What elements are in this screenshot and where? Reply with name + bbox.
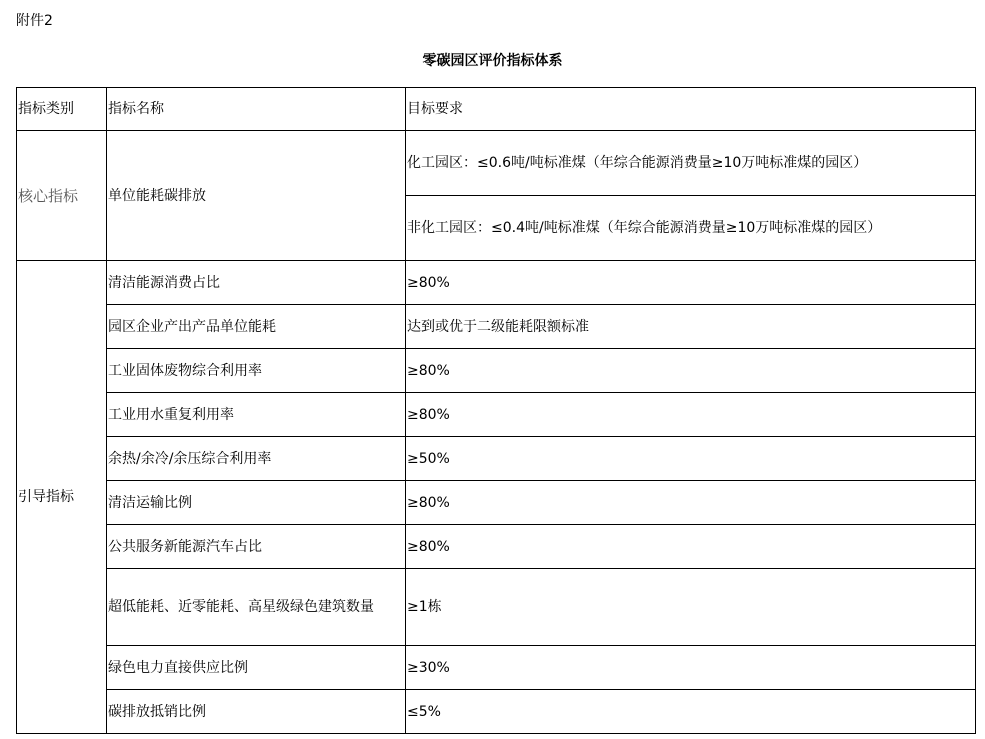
- table-row: [17, 131, 976, 196]
- indicator-target: ≥1栋: [406, 569, 976, 646]
- core-target-nonchemical: 非化工园区：≤0.4吨/吨标准煤（年综合能源消费量≥10万吨标准煤的园区）: [406, 196, 976, 261]
- indicator-table: [16, 87, 976, 734]
- indicator-target: ≥80%: [406, 525, 976, 569]
- indicator-name: 清洁运输比例: [107, 481, 406, 525]
- attachment-label: 附件2: [16, 13, 53, 29]
- core-name: 单位能耗碳排放: [107, 131, 406, 261]
- indicator-name: 公共服务新能源汽车占比: [107, 525, 406, 569]
- indicator-name: 超低能耗、近零能耗、高星级绿色建筑数量: [107, 569, 406, 646]
- guide-category: 引导指标: [17, 261, 107, 734]
- indicator-target: ≥80%: [406, 349, 976, 393]
- document-title: 零碳园区评价指标体系: [422, 53, 563, 69]
- table-row: [17, 349, 976, 393]
- indicator-name: 园区企业产出产品单位能耗: [107, 305, 406, 349]
- table-row: [17, 393, 976, 437]
- table-row: [17, 569, 976, 646]
- table-row: [17, 525, 976, 569]
- indicator-target: 达到或优于二级能耗限额标准: [406, 305, 976, 349]
- table-row: [17, 305, 976, 349]
- indicator-name: 绿色电力直接供应比例: [107, 646, 406, 690]
- indicator-name: 清洁能源消费占比: [107, 261, 406, 305]
- core-category: 核心指标: [17, 131, 107, 261]
- header-name: 指标名称: [107, 88, 406, 131]
- indicator-target: ≥30%: [406, 646, 976, 690]
- table-header-row: [17, 88, 976, 131]
- indicator-target: ≥50%: [406, 437, 976, 481]
- table-row: [17, 437, 976, 481]
- indicator-name: 余热/余冷/余压综合利用率: [107, 437, 406, 481]
- table-row: [17, 690, 976, 734]
- indicator-name: 工业用水重复利用率: [107, 393, 406, 437]
- header-category: 指标类别: [17, 88, 107, 131]
- header-target: 目标要求: [406, 88, 976, 131]
- table-row: [17, 481, 976, 525]
- indicator-target: ≥80%: [406, 261, 976, 305]
- core-target-chemical: 化工园区：≤0.6吨/吨标准煤（年综合能源消费量≥10万吨标准煤的园区）: [406, 131, 976, 196]
- table-row: [17, 646, 976, 690]
- indicator-name: 工业固体废物综合利用率: [107, 349, 406, 393]
- indicator-target: ≥80%: [406, 481, 976, 525]
- indicator-target: ≤5%: [406, 690, 976, 734]
- indicator-target: ≥80%: [406, 393, 976, 437]
- table-row: [17, 261, 976, 305]
- indicator-name: 碳排放抵销比例: [107, 690, 406, 734]
